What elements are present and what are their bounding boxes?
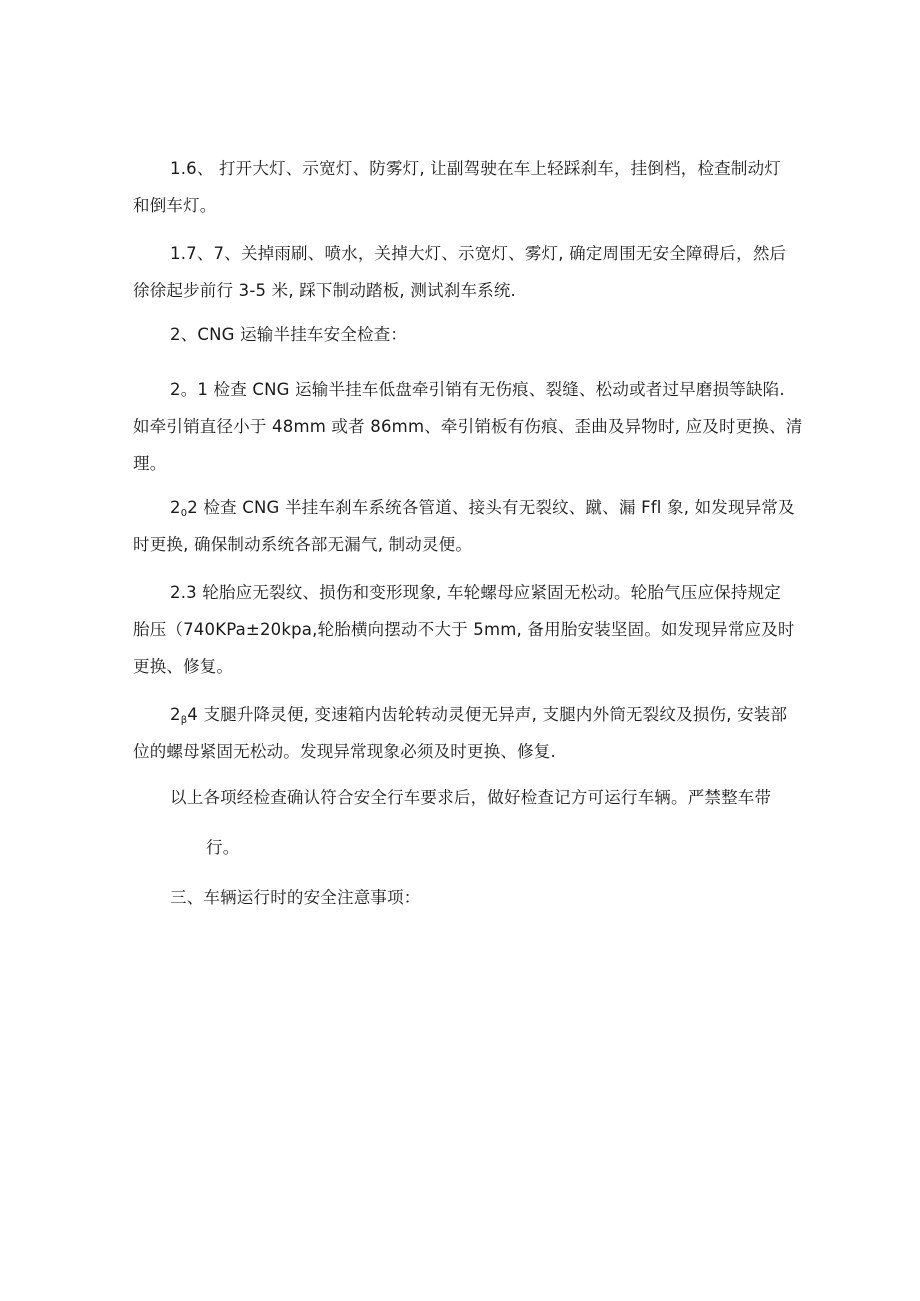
paragraph-4-line-1 bbox=[170, 498, 795, 524]
paragraph-3-line-1: 2。1 检查 CNG 运输半挂车低盘牵引销有无伤痕、裂缝、松动或者过早磨损等缺陷. bbox=[170, 380, 785, 399]
paragraph-2-line-2: 徐徐起步前行 3-5 米, 踩下制动踏板, 测试刹车系统. bbox=[133, 281, 516, 300]
paragraph-5-line-1: 2.3 轮胎应无裂纹、损伤和变形现象, 车轮螺母应紧固无松动。轮胎气压应保持规定 bbox=[170, 583, 781, 602]
paragraph-4-text: 2 检查 CNG 半挂车刹车系统各管道、接头有无裂纹、蹴、漏 Ffl 象, 如发现异常及 bbox=[187, 498, 795, 517]
paragraph-3-line-2: 如牵引销直径小于 48mm 或者 86mm、牵引销板有伤痕、歪曲及异物时, 应及时更换、清 bbox=[133, 417, 803, 436]
paragraph-5-line-2: 胎压（740KPa±20kpa,轮胎横向摆动不大于 5mm, 备用胎安装坚固。如发现异常应及时 bbox=[133, 620, 795, 639]
paragraph-1-line-1: 1.6、 打开大灯、示宽灯、防雾灯, 让副驾驶在车上轻踩刹车，挂倒档，检查制动灯 bbox=[170, 159, 781, 178]
paragraph-6-line-2: 位的螺母紧固无松动。发现异常现象必须及时更换、修复. bbox=[133, 742, 556, 761]
paragraph-6-line-1 bbox=[170, 705, 787, 731]
section-heading-2: 2、CNG 运输半挂车安全检查： bbox=[170, 325, 408, 344]
paragraph-7-line-2: 行。 bbox=[206, 838, 240, 857]
paragraph-6-subscript: β bbox=[180, 715, 188, 726]
paragraph-3-line-3: 理。 bbox=[133, 454, 167, 473]
paragraph-5-line-3: 更换、修复。 bbox=[133, 657, 234, 676]
paragraph-4-subscript: 0 bbox=[180, 508, 188, 519]
paragraph-7-line-1: 以上各项经检查确认符合安全行车要求后，做好检查记方可运行车辆。严禁整车带 bbox=[170, 788, 772, 807]
paragraph-6-text: 4 支腿升降灵便, 变速箱内齿轮转动灵便无异声, 支腿内外筒无裂纹及损伤, 安装部 bbox=[187, 705, 788, 724]
paragraph-6-number: 2 bbox=[170, 705, 181, 724]
paragraph-2-line-1: 1.7、7、关掉雨刷、喷水，关掉大灯、示宽灯、雾灯, 确定周围无安全障碍后，然后 bbox=[170, 244, 787, 263]
paragraph-1-line-2: 和倒车灯。 bbox=[133, 196, 217, 215]
paragraph-4-number: 2 bbox=[170, 498, 181, 517]
paragraph-4-line-2: 时更换, 确保制动系统各部无漏气, 制动灵便。 bbox=[133, 535, 473, 554]
section-heading-3: 三、车辆运行时的安全注意事项： bbox=[170, 888, 421, 907]
